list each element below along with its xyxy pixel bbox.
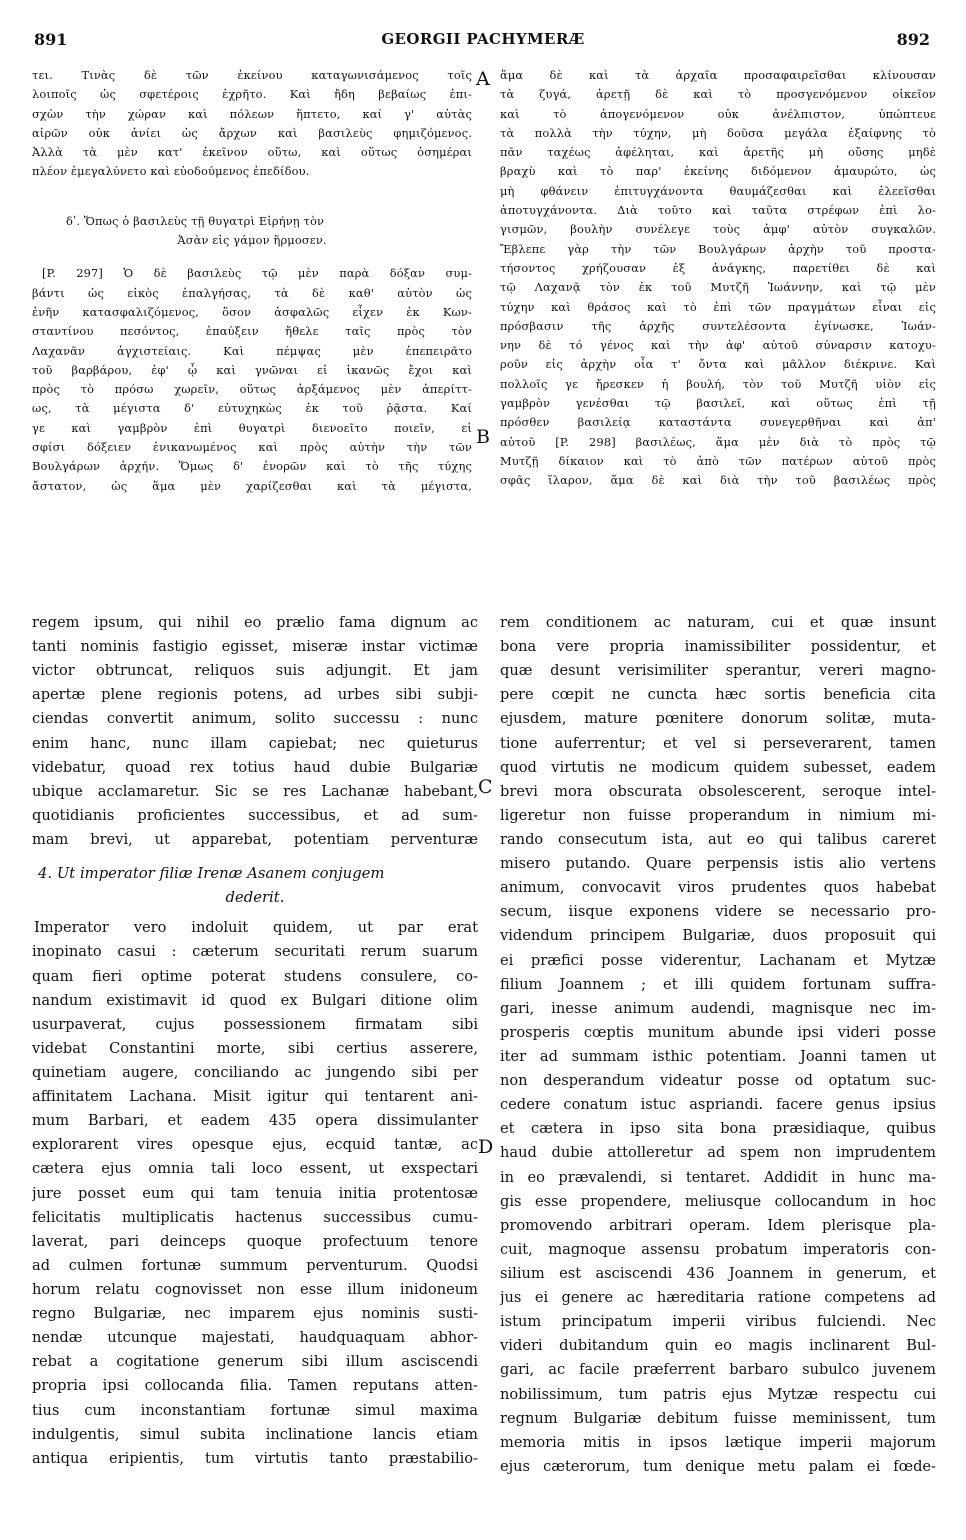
text-line: nobilissimum, tum patris ejus Mytzæ respectu cui bbox=[500, 1385, 936, 1403]
text-line: quotidianis proficientes successibus, et ad sum- bbox=[32, 806, 478, 824]
text-line: gari, inesse animum audendi, magnisque nec im- bbox=[500, 999, 936, 1017]
text-line: λοιποῖς ὡς σφετέροις ἐχρῆτο. Καὶ ἤδη βεβαίως ἐπι- bbox=[32, 87, 472, 102]
text-line: rem conditionem ac naturam, cui et quæ insunt bbox=[500, 614, 936, 631]
text-line: jus ei genere ac hæreditaria ratione competens ad bbox=[500, 1289, 936, 1307]
text-line: καὶ τὸ ἀπογενόμενον οὐκ ἀνέλπιστον, ὑπώπτευε bbox=[500, 106, 936, 121]
text-line: νην δὲ τό γένος καὶ τὴν ἀφ' αὐτοῦ σύναρσιν κατοχυ- bbox=[500, 338, 936, 353]
page-number-right: 892 bbox=[896, 30, 930, 49]
text-line: σχὼν τὴν χώραν καὶ πόλεων ἥπτετο, καί γ' αὐτὰς bbox=[32, 106, 472, 121]
text-line: regno Bulgariæ, nec imparem ejus nominis susti- bbox=[32, 1305, 478, 1323]
text-line: enim hanc, nunc illam capiebat; nec quieturus bbox=[32, 734, 478, 752]
text-line: rebat a cogitatione generum sibi illum asciscendi bbox=[32, 1353, 478, 1371]
text-line: indulgentis, simul subita inclinatione lancis etiam bbox=[32, 1425, 478, 1443]
text-line: βάντι ὡς εἰκὸς ἐπαλγήσας, τὰ δὲ καθ' αὐτὸν ὡς bbox=[32, 285, 472, 300]
text-line: Βουλγάρων ἀρχήν. Ὅμως δ' ἐνορῶν καὶ τὸ τῆς τύχης bbox=[32, 459, 472, 474]
text-line: regem ipsum, qui nihil eo prælio fama dignum ac bbox=[32, 614, 478, 631]
text-line: σφᾶς ἵλαρον, ἅμα δὲ καὶ διὰ τὴν τοῦ βασιλέως πρὸς bbox=[500, 473, 936, 488]
text-line: ei præfici posse viderentur, Lachanam et Mytzæ bbox=[500, 951, 936, 969]
text-line: non desperandum videatur posse od optatum suc- bbox=[500, 1072, 936, 1090]
text-line: ad culmen fortunæ summum perventurum. Quodsi bbox=[32, 1256, 478, 1274]
text-line: quæ desunt verisimiliter sperantur, vereri magno- bbox=[500, 662, 936, 680]
text-line: ροῦν εἰς ἀρχὴν οἷα τ' ὄντα καὶ μᾶλλον διέκρινε. Καὶ bbox=[500, 357, 936, 372]
section-heading-greek: δʹ. Ὅπως ὁ βασιλεὺς τῇ θυγατρὶ Εἰρήνῃ τὸν bbox=[66, 213, 325, 228]
text-line: ἅμα δὲ καὶ τὰ ἀρχαῖα προσαφαιρεῖσθαι κλίνουσαν bbox=[500, 68, 936, 82]
text-line: et cætera in ipso sita bona præsidiaque, quibus bbox=[500, 1120, 936, 1138]
text-line: gari, ac facile præferrent barbaro subulco juvenem bbox=[500, 1361, 936, 1379]
text-line: ejusdem, mature pœnitere donorum solitæ, muta- bbox=[500, 710, 936, 728]
text-line: mum Barbari, et eadem 435 opera dissimulanter bbox=[32, 1112, 478, 1130]
text-line: ejus cæterorum, tum denique metu palam ei fœde- bbox=[500, 1457, 936, 1475]
text-line: filium Joannem ; et illi quidem fortunam suffra- bbox=[500, 975, 936, 993]
text-line: tione auferrentur; et vel si perseverarent, tamen bbox=[500, 734, 936, 752]
text-line: misero putando. Quare perpensis istis alio vertens bbox=[500, 855, 936, 873]
text-line: tanti nominis fastigio egisset, miseræ instar victimæ bbox=[32, 638, 478, 656]
text-line: videri dubitandum quin eo magis inclinarent Bul- bbox=[500, 1337, 936, 1355]
text-line: in eo prævalendi, si tentaret. Addidit in hunc ma- bbox=[500, 1168, 936, 1186]
text-line: Imperator vero indoluit quidem, ut par erat bbox=[34, 919, 478, 937]
text-line: antiqua eripientis, tum virtutis tanto præstabilio- bbox=[32, 1449, 478, 1467]
text-line: αἱρῶν οὐκ ἀνίει ὡς ἄρχων καὶ βασιλεὺς φημιζόμενος. bbox=[32, 125, 472, 140]
greek-text-right-column bbox=[500, 66, 936, 491]
text-line: laverat, pari deinceps quoque profectuum tenore bbox=[32, 1232, 478, 1250]
text-line: memoria mitis in ipsos lætique imperii majorum bbox=[500, 1433, 936, 1451]
text-line: jure posset eum qui tam tenuia initia protentosæ bbox=[32, 1184, 478, 1202]
text-line: ciendas convertit animum, solito successu : nunc bbox=[32, 710, 478, 728]
text-line: explorarent vires opesque ejus, ecquid tantæ, ac bbox=[32, 1136, 478, 1154]
page-header bbox=[0, 30, 966, 60]
text-line: γαμβρὸν γενέσθαι τῷ βασιλεῖ, καὶ οὕτως ἐπὶ τῇ bbox=[500, 396, 936, 411]
text-line: Ἀλλὰ τὰ μὲν κατ' ἐκεῖνον οὕτω, καὶ οὕτως ὁσημέραι bbox=[32, 145, 472, 160]
text-line: σταντίνου πεσόντος, ἐπαύξειν ἤθελε ταῖς πρὸς τὸν bbox=[32, 324, 472, 339]
text-line: ως, τὰ μέγιστα δ' εὐτυχηκὼς ἐκ τοῦ ῥᾷστα. Καί bbox=[32, 401, 472, 416]
greek-text-left-column bbox=[32, 66, 472, 496]
text-line: bona vere propria inamissibiliter possidentur, et bbox=[500, 638, 936, 656]
text-line: Ἔβλεπε γὰρ τὴν τῶν Βουλγάρων ἀρχὴν τοῦ προστα- bbox=[500, 241, 936, 256]
text-line: usurpaverat, cujus possessionem firmatam sibi bbox=[32, 1015, 478, 1033]
text-line: πρόσβασιν τῆς ἀρχῆς συντελέσοντα ἐγίνωσκε, Ἰωάν- bbox=[500, 318, 936, 333]
section-heading-greek-cont: Ἀσὰν εἰς γάμον ἥρμοσεν. bbox=[177, 233, 327, 248]
text-line: affinitatem Lachana. Misit igitur qui tentarent ani- bbox=[32, 1088, 478, 1106]
section-heading-latin-cont: dederit. bbox=[225, 889, 285, 907]
text-line: brevi mora obscurata obsolescerent, seroque intel- bbox=[500, 782, 936, 800]
text-line: silium est asciscendi 436 Joannem in generum, et bbox=[500, 1264, 936, 1282]
text-line: [P. 297] Ὁ δὲ βασιλεὺς τῷ μὲν παρὰ δόξαν συμ- bbox=[42, 266, 472, 281]
text-line: γε καὶ γαμβρὸν ἐπὶ θυγατρὶ διενοεῖτο ποιεῖν, εἰ bbox=[32, 420, 472, 435]
section-heading-latin: 4. Ut imperator filiæ Irenæ Asanem conjugem bbox=[38, 865, 385, 883]
text-line: tius cum inconstantiam fortunæ simul maxima bbox=[32, 1401, 478, 1419]
text-line: inopinato casui : cæterum securitati rerum suarum bbox=[32, 943, 478, 961]
text-line: ἐνῆν κατασφαλιζόμενος, ὅσον ἀσφαλῶς εἶχεν ἐκ Κων- bbox=[32, 304, 472, 319]
text-line: pere cœpit ne cuncta hæc sortis beneficia cita bbox=[500, 686, 936, 704]
text-line: πρὸς τὸ πρόσω χωρεῖν, οὕτως ἀρξάμενος μὲν ἀπερίττ- bbox=[32, 382, 472, 397]
text-line: quam fieri optime poterat studens consulere, co- bbox=[32, 967, 478, 985]
text-line: haud dubie attolleretur ad spem non imprudentem bbox=[500, 1144, 936, 1162]
text-line: videbat Constantini morte, sibi certius asserere, bbox=[32, 1039, 478, 1057]
text-line: Μυτζῇ δίκαιον καὶ τὸ ἀπὸ τῶν πατέρων αὐτοῦ πρὸς bbox=[500, 453, 936, 468]
text-line: πλέον ἐμεγαλύνετο καὶ εὐοδούμενος ἐπεδίδου. bbox=[32, 164, 310, 179]
text-line: animum, convocavit viros prudentes quos habebat bbox=[500, 879, 936, 897]
text-line: τῷ Λαχανᾷ τὸν ἐκ τοῦ Μυτζῆ Ἰωάννην, καὶ τῷ μὲν bbox=[500, 280, 936, 295]
text-line: βραχὺ καὶ τὸ παρ' ἐκείνης διδόμενον ἀμαυρώτο, ὡς bbox=[500, 164, 936, 179]
text-line: videndum principem Bulgariæ, duos proposuit qui bbox=[500, 927, 936, 945]
text-line: iter ad summam isthic potentiam. Joanni tamen ut bbox=[500, 1047, 936, 1065]
text-line: prosperis cœptis munitum abunde ipsi videri posse bbox=[500, 1023, 936, 1041]
text-line: σφίσι δόξειεν ἐνικανωμένος καὶ πρὸς αὐτὴν τὴν τῶν bbox=[32, 440, 472, 455]
text-line: τει. Τινὰς δὲ τῶν ἐκείνου καταγωνισάμενος τοῖς bbox=[32, 68, 472, 82]
text-line: cætera ejus omnia tali loco essent, ut exspectari bbox=[32, 1160, 478, 1178]
text-line: victor obtruncat, reliquos suis adjungit. Et jam bbox=[32, 662, 478, 680]
text-line: gis esse propendere, meliusque collocandum in hoc bbox=[500, 1192, 936, 1210]
text-line: quod virtutis ne modicum quidem subesset, eadem bbox=[500, 758, 936, 776]
text-line: ἄστατον, ὡς ἅμα μὲν χαρίζεσθαι καὶ τὰ μέγιστα, bbox=[32, 478, 472, 493]
text-line: τήσοντος χρήζουσαν ἐξ ἀνάγκης, παρετίθει δὲ καὶ bbox=[500, 260, 936, 275]
text-line: rando consecutum ista, aut eo qui talibus careret bbox=[500, 830, 936, 848]
margin-letter-b: B bbox=[476, 426, 490, 448]
text-line: μὴ φθάνειν ἐπιτυγχάνοντα θαυμάζεσθαι καὶ ἐλεεῖσθαι bbox=[500, 183, 936, 198]
running-title: GEORGII PACHYMERÆ bbox=[381, 30, 585, 48]
text-line: horum relatu cognovisset non esse illum inidoneum bbox=[32, 1280, 478, 1298]
text-line: videbatur, quoad rex totius haud dubie Bulgariæ bbox=[32, 758, 478, 776]
latin-text-right-column bbox=[500, 611, 936, 1479]
text-line: cuit, magnoque assensu probatum imperatoris con- bbox=[500, 1240, 936, 1258]
text-line: πρόσθεν βασιλείᾳ καταστάντα συνεγερθῆναι καὶ ἀπ' bbox=[500, 415, 936, 430]
text-line: ligeretur non fuisse properandum in nimium mi- bbox=[500, 806, 936, 824]
text-line: secum, iisque exponens videre se necessario pro- bbox=[500, 903, 936, 921]
text-line: ubique acclamaretur. Sic se res Lachanæ habebant, bbox=[32, 782, 478, 800]
text-line: regnum Bulgariæ debitum fuisse meminissent, tum bbox=[500, 1409, 936, 1427]
text-line: istum principatum imperii viribus fulciendi. Nec bbox=[500, 1313, 936, 1331]
text-line: τὰ πολλὰ τὴν τύχην, μὴ δοῦσα μεγάλα ἐξαίφνης τὸ bbox=[500, 125, 936, 140]
text-line: nendæ utcunque majestati, haudquaquam abhor- bbox=[32, 1329, 478, 1347]
page-number-left: 891 bbox=[34, 30, 68, 49]
text-line: promovendo arbitrari operam. Idem plerisque pla- bbox=[500, 1216, 936, 1234]
text-line: αὐτοῦ [P. 298] βασιλέως, ἅμα μὲν διὰ τὸ πρὸς τῷ bbox=[500, 434, 936, 449]
text-line: γισμῶν, βουλὴν συνέλεγε τοὺς ἀμφ' αὐτὸν συγκαλῶν. bbox=[500, 222, 936, 237]
text-line: ἀποτυγχάνοντα. Διὰ τοῦτο καὶ ταῦτα στρέφων ἐπὶ λο- bbox=[500, 203, 936, 218]
text-line: quinetiam augere, conciliando ac jungendo sibi per bbox=[32, 1063, 478, 1081]
text-line: apertæ plene regionis potens, ad urbes sibi subji- bbox=[32, 686, 478, 704]
margin-letter-a: A bbox=[476, 68, 490, 90]
margin-letter-c: C bbox=[478, 776, 493, 798]
text-line: cedere conatum istuc aspriandi. facere genus ipsius bbox=[500, 1096, 936, 1114]
text-line: propria ipsi collocanda filia. Tamen reputans atten- bbox=[32, 1377, 478, 1395]
text-line: πολλοῖς γε ἤρεσκεν ἡ βουλή, τὸν τοῦ Μυτζῆ υἱὸν εἰς bbox=[500, 376, 936, 391]
text-line: nandum existimavit id quod ex Bulgari ditione olim bbox=[32, 991, 478, 1009]
latin-text-left-column bbox=[32, 611, 478, 1471]
text-line: Λαχανᾶν ἀγχιστείαις. Καὶ πέμψας μὲν ἐπεπειρᾶτο bbox=[32, 343, 472, 358]
text-line: felicitatis multiplicatis hactenus successibus cumu- bbox=[32, 1208, 478, 1226]
margin-letter-d: D bbox=[478, 1136, 494, 1158]
text-line: mam brevi, ut apparebat, potentiam perventuræ bbox=[32, 830, 478, 848]
text-line: τύχην καὶ θράσος καὶ τὸ ἐπὶ τῶν πραγμάτων εἶναι εἰς bbox=[500, 299, 936, 314]
text-line: πᾶν ταχέως ἀφέληται, καὶ ἀρετῆς μὴ οὔσης μηδὲ bbox=[500, 145, 936, 160]
text-line: τὰ ζυγά, ἀρετῇ δὲ καὶ τὸ προσγενόμενον οἰκεῖον bbox=[500, 87, 936, 102]
text-line: τοῦ βαρβάρου, ἐφ' ᾧ καὶ γνῶναι εἰ ἱκανῶς ἔχοι καὶ bbox=[32, 362, 472, 377]
